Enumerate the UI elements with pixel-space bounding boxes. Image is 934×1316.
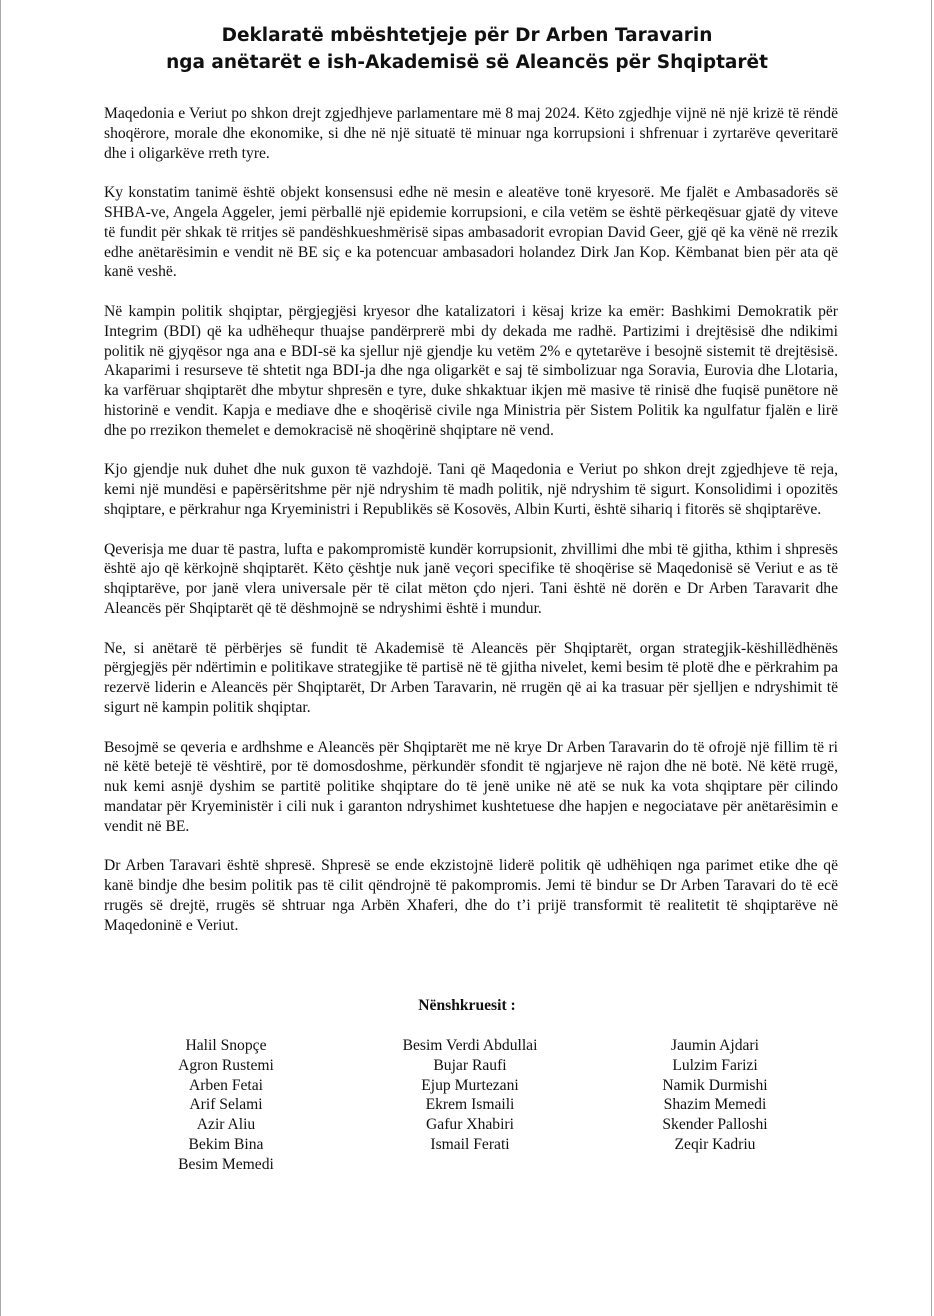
paragraph-8: Dr Arben Taravari është shpresë. Shpresë se ende ekzistojnë liderë politik që udhëhiqen nga parimet etike dhe që kanë bindje dhe besim politik pas të cilit qëndrojnë të pakompromis. Jemi të bindur se Dr Arben Taravari do të ecë rrugës së drejtë, rrugës së shtruar nga Arbën Xhaferi, dhe do t’i prijë transformit të realitetit të shqiptarëve në Maqedoninë e Veriut. bbox=[104, 857, 838, 934]
signatory-name: Skender Palloshi bbox=[662, 1116, 768, 1134]
declaration-body bbox=[104, 104, 838, 955]
signatory-name: Besim Verdi Abdullai bbox=[402, 1037, 538, 1054]
signatories-column-2 bbox=[370, 1036, 570, 1155]
signatory-name: Ekrem Ismaili bbox=[425, 1096, 515, 1114]
signatory-name: Lulzim Farizi bbox=[672, 1056, 758, 1074]
title-line-1: Deklaratë mbështetjeje për Dr Arben Taravarin bbox=[221, 25, 713, 46]
paragraph-3: Në kampin politik shqiptar, përgjegjësi kryesor dhe katalizatori i kësaj krize ka emër: Bashkimi Demokratik për Integrim (BDI) që ka udhëhequr thuajse pandërprerë mbi dy dekada me radhë. Partizimi i drejtësisë dhe ndikimi politik në gjyqësor nga ana e BDI-së ka sjellur një gjendje ku vetëm 2% e qytetarëve i besojnë sistemit të drejtësisë. Akaparimi i resurseve të shtetit nga BDI-ja dhe nga oligarkët e saj të simbolizuar nga Soravia, Eurovia dhe Llotaria, ka varfëruar shqiptarët dhe mbytur shpresën e tyre, duke shkaktuar ikjen më masive të rinisë dhe fuqisë punëtore në historinë e vendit. Kapja e mediave dhe e shoqërisë civile nga Ministria për Sistem Politik ka ngulfatur fjalën e lirë dhe po rrezikon themelet e demokracisë në shoqërinë shqiptare në vend. bbox=[104, 302, 838, 439]
signatory-name: Arif Selami bbox=[189, 1096, 263, 1114]
signatory-name: Bekim Bina bbox=[188, 1135, 264, 1153]
paragraph-6: Ne, si anëtarë të përbërjes së fundit të Akademisë të Aleancës për Shqiptarët, organ strategjik-këshillëdhënës përgjegjës për ndërtimin e politikave strategjike të partisë në të gjitha nivelet, kemi besim të plotë dhe e përkrahim pa rezervë liderin e Aleancës për Shqiptarët, Dr Arben Taravarin, në rrugën që ai ka trasuar për sjelljen e ndryshimit të sigurt në kampin politik shqiptar. bbox=[104, 639, 838, 716]
paragraph-1: Maqedonia e Veriut po shkon drejt zgjedhjeve parlamentare më 8 maj 2024. Këto zgjedhje vijnë në një krizë të rëndë shoqërore, morale dhe ekonomike, si dhe në një situatë të minuar nga korrupsioni i shfrenuar i zyrtarëve qeveritarë dhe i oligarkëve rreth tyre. bbox=[104, 105, 838, 162]
signatory-name: Jaumin Ajdari bbox=[671, 1037, 759, 1054]
signatory-name: Agron Rustemi bbox=[178, 1056, 274, 1074]
paragraph-5: Qeverisja me duar të pastra, lufta e pakompromistë kundër korrupsionit, zhvillimi dhe mbi të gjitha, kthim i shpresës është ajo që kërkojnë shqiptarët. Këto çështje nuk janë veçori specifike të shoqërise së Maqedonisë së Veriut e as të shqiptarëve, por janë vlera universale për të cilat mëton çdo njeri. Tani është në dorën e Dr Arben Taravarit dhe Aleancës për Shqiptarët që të dëshmojnë se ndryshimi është i mundur. bbox=[104, 540, 838, 617]
signatory-name: Gafur Xhabiri bbox=[426, 1116, 514, 1134]
signatory-name: Besim Memedi bbox=[178, 1155, 274, 1173]
signatory-name: Halil Snopçe bbox=[185, 1037, 267, 1054]
paragraph-4: Kjo gjendje nuk duhet dhe nuk guxon të vazhdojë. Tani që Maqedonia e Veriut po shkon drejt zgjedhjeve të reja, kemi një mundësi e papërsëritshme për një ndryshim të madh politik, një ndryshim të sigurt. Konsolidimi i opozitës shqiptare, e përkrahur nga Kryeministri i Republikës së Kosovës, Albin Kurti, është sihariq i fitorës së shqiptarëve. bbox=[104, 461, 838, 518]
paragraph-7: Besojmë se qeveria e ardhshme e Aleancës për Shqiptarët me në krye Dr Arben Taravarin do të ofrojë një fillim të ri në këtë betejë të vështirë, por të domosdoshme, përkundër sfondit të ngjarjeve në rajon dhe në botë. Në këtë rrugë, nuk kemi asnjë dyshim se partitë politike shqiptare do të jenë unike në atë se nuk ka vota shqiptare për cilindo mandatar për Kryeministër i cili nuk i garanton ndryshimet kushtetuese dhe hapjen e negociatave për anëtarësimin e vendit në BE. bbox=[104, 738, 838, 835]
signatory-name: Azir Aliu bbox=[196, 1116, 256, 1134]
document-title bbox=[0, 22, 934, 76]
signatories-column-3 bbox=[635, 1036, 795, 1155]
signatory-name: Shazim Memedi bbox=[663, 1096, 767, 1114]
signatory-name: Zeqir Kadriu bbox=[674, 1135, 756, 1153]
signatory-name: Namik Durmishi bbox=[662, 1076, 768, 1094]
signatory-name: Bujar Raufi bbox=[433, 1056, 507, 1074]
signatory-name: Ismail Ferati bbox=[430, 1135, 510, 1153]
title-line-2: nga anëtarët e ish-Akademisë së Aleancës për Shqiptarët bbox=[166, 52, 768, 73]
signatory-name: Ejup Murtezani bbox=[421, 1076, 519, 1094]
paragraph-2: Ky konstatim tanimë është objekt konsensusi edhe në mesin e aleatëve tonë kryesorë. Me fjalët e Ambasadorës së SHBA-ve, Angela Aggeler, jemi përballë një epidemie korrupsioni, e cila vetëm se është përkeqësuar gjatë dy viteve të fundit për shkak të rritjes së pandëshkueshmërisë sipas ambasadorit evropian David Geer, gjë që ka vënë në rrezik edhe anëtarësimin e vendit në BE siç e ka potencuar ambasadori holandez Dirk Jan Kop. Këmbanat bien për ata që kanë veshë. bbox=[104, 184, 838, 281]
signatory-name: Arben Fetai bbox=[188, 1076, 264, 1094]
signatories-heading: Nënshkruesit : bbox=[418, 997, 516, 1014]
signatories-column-1 bbox=[146, 1036, 306, 1175]
